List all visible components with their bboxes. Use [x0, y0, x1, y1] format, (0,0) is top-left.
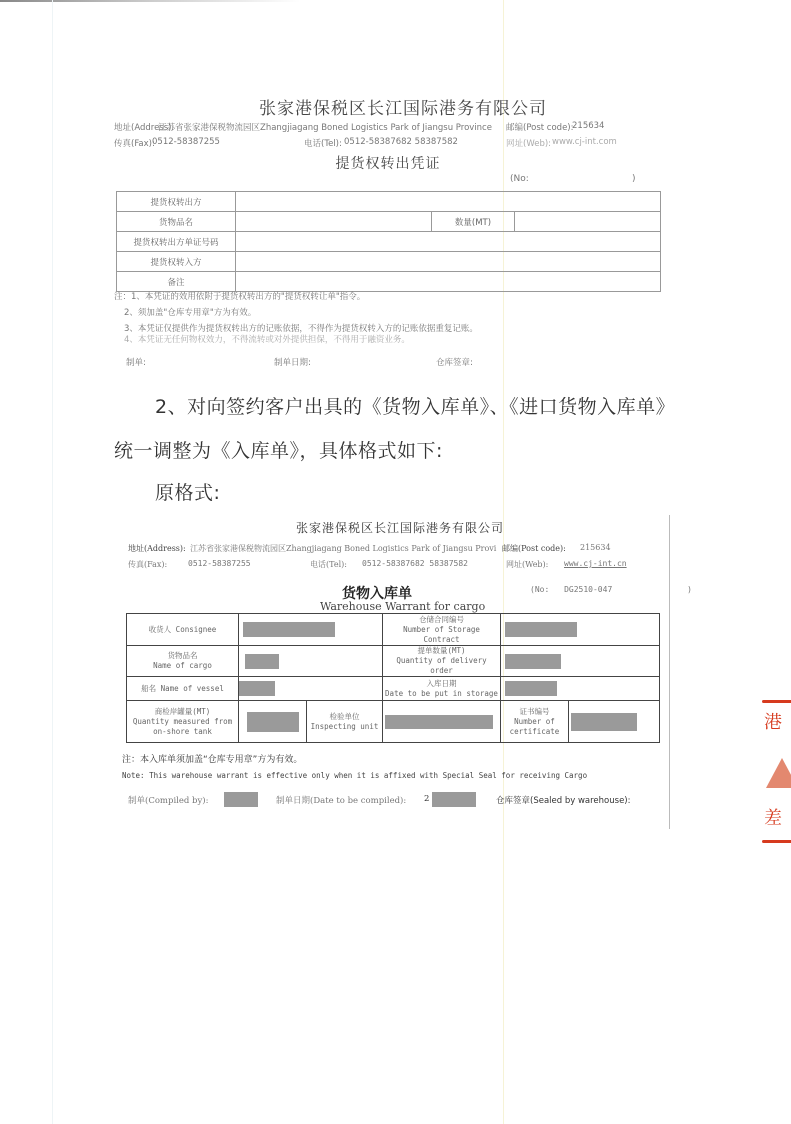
voucher-number: [510, 174, 636, 184]
web-link[interactable]: www.cj-int.cn: [564, 559, 627, 568]
no-close: ): [632, 174, 636, 184]
fax-label: 传真(Fax):: [128, 560, 168, 569]
fax-value: 0512-58387255: [152, 137, 220, 147]
redacted-block: [505, 681, 557, 696]
storage-date-value: [501, 677, 660, 701]
redacted-block: [505, 654, 561, 669]
web-value: www.cj-int.com: [552, 137, 617, 147]
quantity-value: [515, 212, 661, 232]
consignee-value: [239, 614, 383, 646]
row-label: 货物品名: [117, 212, 236, 232]
paragraph-line-2: 统一调整为《入库单》，具体格式如下:: [114, 440, 443, 462]
compile-date-redacted: [432, 792, 476, 807]
note-chinese: 注：本入库单须加盖“仓库专用章”方为有效。: [122, 755, 303, 765]
compile-date-label: 制单日期(Date to be compiled):: [276, 796, 407, 806]
note-3: 3、本凭证仅提供作为提货权转出方的记账依据，不得作为提货权转入方的记账依据重复记账。: [124, 324, 478, 334]
row-value: [236, 232, 661, 252]
warehouse-seal-label: 仓库签章:: [436, 358, 473, 368]
postcode-value: 215634: [580, 543, 611, 552]
table-row: [127, 614, 660, 646]
scan-margin-line: [52, 0, 53, 1124]
redacted-block: [243, 622, 335, 637]
address-value: 江苏省张家港保税物流园区Zhangjiagang Boned Logistics Park of Jiangsu Province: [158, 123, 492, 133]
redacted-block: [245, 654, 279, 669]
delivery-qty-value: [501, 646, 660, 677]
pickup-transfer-voucher-form: [114, 94, 662, 368]
warehouse-seal-label: 仓库签章(Sealed by warehouse):: [496, 796, 631, 806]
no-label: (No:: [530, 585, 550, 594]
storage-date-label: 入库日期 Date to be put in storage: [383, 677, 501, 701]
postcode-label: 邮编(Post code):: [506, 123, 574, 133]
company-name: 张家港保税区长江国际港务有限公司: [296, 521, 505, 535]
seal-star-icon: [766, 758, 791, 788]
paragraph-original-format: 原格式:: [155, 482, 221, 504]
tel-value: 0512-58387682 58387582: [362, 559, 468, 568]
seal-char: 港: [764, 712, 782, 733]
compiled-by-label: 制单(Compiled by):: [128, 796, 209, 806]
warrant-subtitle: Warehouse Warrant for cargo: [320, 600, 486, 613]
delivery-qty-label: 提单数量(MT) Quantity of delivery order: [383, 646, 501, 677]
compiled-by-label: 制单:: [126, 358, 146, 368]
voucher-notes: [114, 292, 478, 346]
contact-row: [114, 135, 662, 151]
postcode-value: 215634: [572, 121, 605, 131]
warrant-title: 货物入库单: [342, 586, 412, 602]
seal-top-bar: [762, 700, 791, 703]
tank-qty-label: 商检岸罐量(MT) Quantity measured from on-shore tank: [127, 701, 239, 743]
seal-char: 差: [764, 808, 782, 829]
address-value: 江苏省张家港保税物流园区Zhangjiagang Boned Logistics Park of Jiangsu Provi: [190, 544, 497, 553]
address-row: [114, 119, 662, 135]
cargo-name-value: [239, 646, 383, 677]
fax-value: 0512-58387255: [188, 559, 251, 568]
vessel-label: 船名 Name of vessel: [127, 677, 239, 701]
red-seal-stamp: [760, 700, 791, 850]
storage-contract-label: 仓储合同编号 Number of Storage Contract: [383, 614, 501, 646]
tel-value: 0512-58387682 58387582: [344, 137, 458, 147]
crop-border: [669, 515, 670, 829]
tank-qty-value: [239, 701, 307, 743]
note-english: Note: This warehouse warrant is effective only when it is affixed with Special Seal for receiving Cargo: [122, 771, 588, 780]
inspect-unit-value: [383, 701, 501, 743]
table-row: [117, 192, 661, 212]
redacted-block: [385, 715, 493, 729]
voucher-table: [116, 191, 661, 292]
row-value: [236, 252, 661, 272]
table-row: [127, 646, 660, 677]
redacted-block: [505, 622, 577, 637]
voucher-title: 提货权转出凭证: [335, 156, 441, 172]
paragraph-line-1: 2、对向签约客户出具的《货物入库单》、《进口货物入库单》: [155, 396, 676, 418]
warrant-table: [126, 613, 660, 743]
note-2: 2、须加盖"仓库专用章"方为有效。: [124, 308, 257, 318]
note-1: 注：1、本凭证的效用依附于提货权转出方的"提货权转让单"指令。: [114, 292, 366, 302]
row-value: [236, 212, 432, 232]
no-value: DG2510-047: [564, 585, 613, 594]
compiled-by-redacted: [224, 792, 258, 807]
vessel-value: [239, 677, 383, 701]
tel-label: 电话(Tel):: [304, 139, 342, 149]
certificate-label: 证书编号 Number of certificate: [501, 701, 569, 743]
address-label: 地址(Address):: [128, 544, 186, 553]
row-value: [236, 272, 661, 292]
row-label: 提货权转出方单证号码: [117, 232, 236, 252]
warrant-number: [530, 585, 692, 594]
table-row: [127, 701, 660, 743]
web-label: 网址(Web):: [506, 139, 552, 149]
company-name: 张家港保税区长江国际港务有限公司: [259, 99, 547, 119]
web-label: 网址(Web):: [506, 560, 549, 569]
fax-label: 传真(Fax):: [114, 139, 155, 149]
quantity-label: 数量(MT): [432, 212, 515, 232]
row-label: 提货权转出方: [117, 192, 236, 212]
note-4: 4、本凭证无任何物权效力，不得流转或对外提供担保，不得用于融资业务。: [124, 335, 410, 345]
consignee-label: 收货人 Consignee: [127, 614, 239, 646]
row-value: [236, 192, 661, 212]
row-label: 备注: [117, 272, 236, 292]
scan-edge: [0, 0, 300, 2]
table-row: [117, 232, 661, 252]
postcode-label: 邮编(Post code):: [502, 544, 566, 553]
tel-label: 电话(Tel):: [310, 560, 347, 569]
certificate-value: [569, 701, 660, 743]
table-row: [117, 252, 661, 272]
no-label: (No:: [510, 174, 529, 184]
storage-contract-value: [501, 614, 660, 646]
redacted-block: [239, 681, 275, 696]
inspect-unit-label: 检验单位 Inspecting unit: [307, 701, 383, 743]
compile-date-prefix: 2: [424, 794, 430, 804]
redacted-block: [571, 713, 637, 731]
address-label: 地址(Address):: [114, 123, 175, 133]
seal-bottom-bar: [762, 840, 791, 843]
table-row: [127, 677, 660, 701]
row-label: 提货权转入方: [117, 252, 236, 272]
table-row: [117, 212, 661, 232]
table-row: [117, 272, 661, 292]
compile-date-label: 制单日期:: [274, 358, 311, 368]
no-close: ): [687, 585, 692, 594]
redacted-block: [247, 712, 299, 732]
cargo-name-label: 货物品名 Name of cargo: [127, 646, 239, 677]
